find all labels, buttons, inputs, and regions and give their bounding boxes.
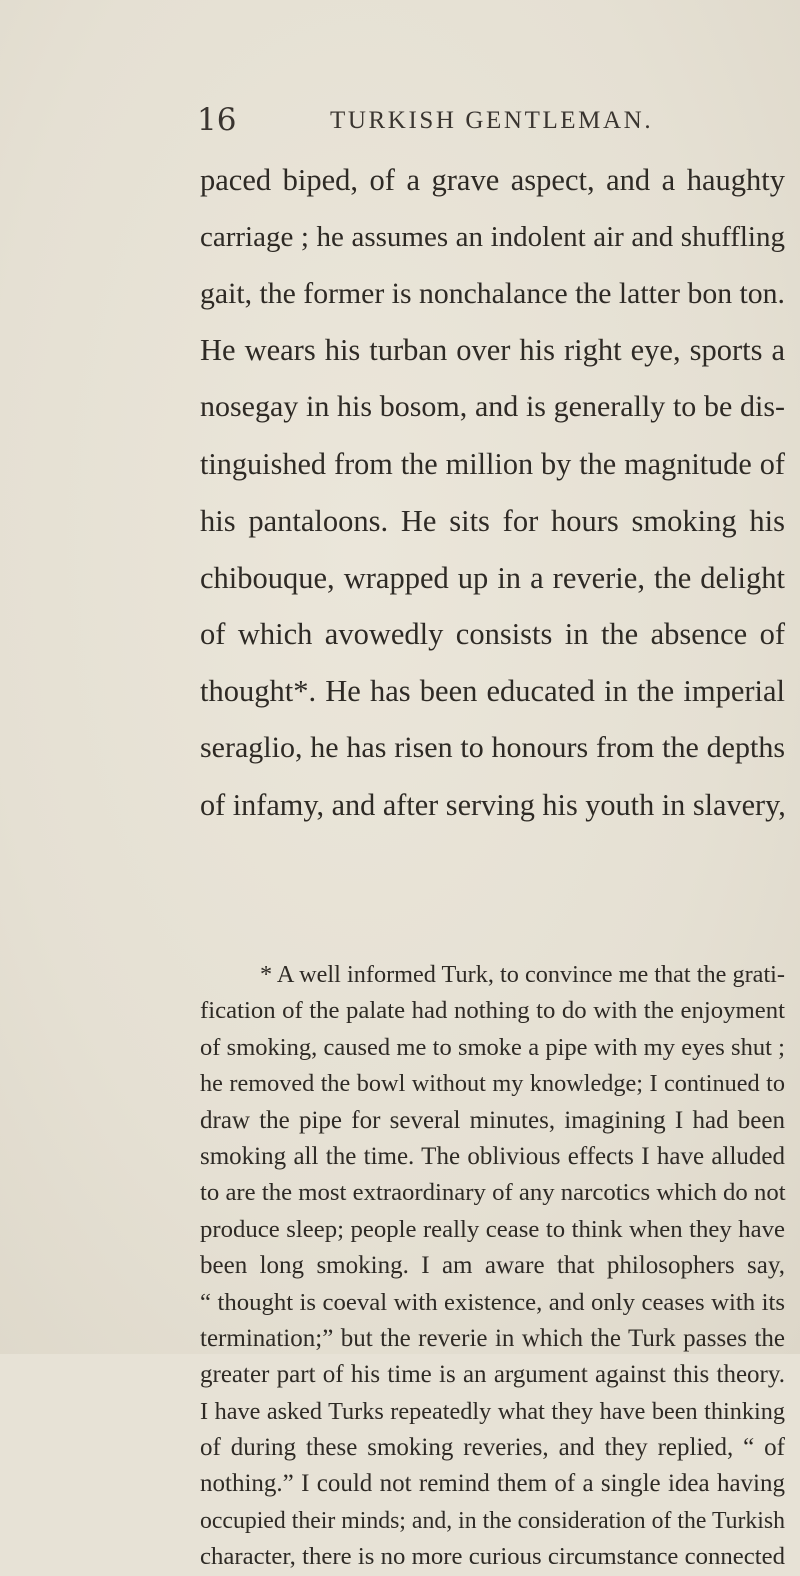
text-line: of which avowedly consists in the absence of	[200, 617, 785, 652]
footnote-line: “ thought is coeval with existence, and only ceases with its	[200, 1288, 785, 1316]
footnote-line: smoking all the time. The oblivious effects I have alluded	[200, 1142, 785, 1170]
text-line: his pantaloons. He sits for hours smoking his	[200, 503, 785, 538]
text-line: thought*. He has been educated in the imperial	[200, 674, 785, 709]
text-line: tinguished from the million by the magnitude of	[200, 446, 785, 481]
footnote-line: draw the pipe for several minutes, imagining I had been	[200, 1106, 785, 1134]
text-line: of infamy, and after serving his youth in slavery,	[200, 787, 786, 822]
footnote-line: been long smoking. I am aware that philosophers say,	[200, 1252, 785, 1280]
text-line: He wears his turban over his right eye, sports a	[200, 333, 785, 368]
text-line: paced biped, of a grave aspect, and a haughty	[200, 163, 785, 197]
running-head	[0, 100, 800, 140]
running-title: TURKISH GENTLEMAN.	[330, 107, 654, 134]
footnote-line: termination;” but the reverie in which the Turk passes the	[200, 1324, 785, 1352]
footnote-line: of during these smoking reveries, and they replied, “ of	[200, 1434, 785, 1462]
footnote-line: fication of the palate had nothing to do with the enjoyment	[200, 997, 785, 1025]
footnote-line: to are the most extraordinary of any narcotics which do not	[200, 1179, 786, 1207]
footnote-line: of smoking, caused me to smoke a pipe with my eyes shut ;	[200, 1033, 785, 1061]
text-line: carriage ; he assumes an indolent air and shuffling	[200, 220, 785, 253]
text-line: seraglio, he has risen to honours from the depths	[200, 730, 785, 764]
footnote-line: he removed the bowl without my knowledge; I continued to	[200, 1070, 785, 1098]
footnote-line: * A well informed Turk, to convince me that the grati-	[260, 961, 785, 988]
footnote-line: produce sleep; people really cease to think when they have	[200, 1215, 785, 1243]
footnote-line: nothing.” I could not remind them of a single idea having	[200, 1470, 785, 1498]
footnote-line: character, there is no more curious circumstance connected	[200, 1543, 785, 1571]
text-line: gait, the former is nonchalance the latter bon ton.	[200, 276, 785, 310]
page-number: 16	[197, 102, 237, 138]
footnote-line: greater part of his time is an argument against this theory.	[200, 1361, 785, 1389]
text-line: chibouque, wrapped up in a reverie, the delight	[200, 560, 785, 595]
footnote-line: I have asked Turks repeatedly what they have been thinking	[200, 1397, 785, 1425]
footnote	[200, 957, 785, 1576]
footnote-line: occupied their minds; and, in the consideration of the Turkish	[200, 1507, 785, 1534]
text-line: nosegay in his bosom, and is generally to be dis-	[200, 390, 785, 424]
main-text	[200, 152, 785, 834]
